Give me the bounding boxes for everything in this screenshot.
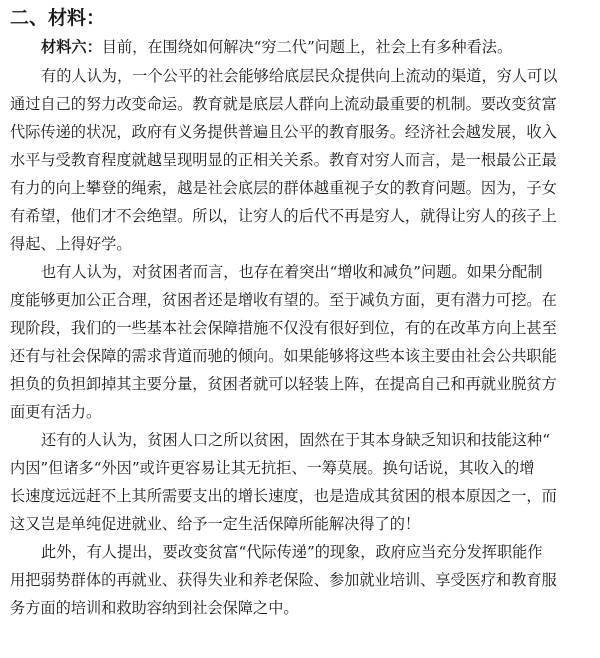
paragraph-line: 现阶段，我们的一些基本社会保障措施不仅没有很好到位，有的在改革方向上甚至 bbox=[10, 319, 557, 337]
paragraph-line: 还有的人认为，贫困人口之所以贫困，固然在于其本身缺乏知识和技能这种“ bbox=[41, 431, 550, 449]
paragraph-line: 通过自己的努力改变命运。教育就是底层人群向上流动最重要的机制。要改变贫富 bbox=[10, 95, 557, 113]
paragraph-line: 水平与受教育程度就越呈现明显的正相关关系。教育对穷人而言，是一根最公正最 bbox=[10, 151, 557, 169]
paragraph-line: 这又岂是单纯促进就业、给予一定生活保障所能解决得了的！ bbox=[10, 515, 421, 533]
paragraph-line: 用把弱势群体的再就业、获得失业和养老保险、参加就业培训、享受医疗和教育服 bbox=[10, 571, 557, 589]
paragraph-line: 有力的向上攀登的绳索，越是社会底层的群体越重视子女的教育问题。因为，子女 bbox=[10, 179, 557, 197]
paragraph-line: 有希望，他们才不会绝望。所以，让穷人的后代不再是穷人，就得让穷人的孩子上 bbox=[10, 207, 557, 225]
paragraph-line: 担负的负担卸掉其主要分量，贫困者就可以轻装上阵，在提高自己和再就业脱贫方 bbox=[10, 375, 557, 393]
material-title: 材料六： bbox=[41, 38, 102, 56]
paragraph-line: 也有人认为，对贫困者而言，也存在着突出“增收和减负”问题。如果分配制 bbox=[41, 263, 543, 281]
material-intro: 目前，在围绕如何解决“穷二代”问题上，社会上有多种看法。 bbox=[101, 38, 513, 56]
material-line bbox=[41, 37, 512, 57]
paragraph-line: 有的人认为，一个公平的社会能够给底层民众提供向上流动的渠道，穷人可以 bbox=[41, 67, 558, 85]
paragraph-line: 长速度远远赶不上其所需要支出的增长速度，也是造成其贫困的根本原因之一，而 bbox=[10, 487, 557, 505]
section-heading: 二、材料： bbox=[10, 7, 106, 29]
paragraph-line: 还有与社会保障的需求背道而驰的倾向。如果能够将这些本该主要由社会公共职能 bbox=[10, 347, 557, 365]
paragraph-line: 代际传递的状况，政府有义务提供普遍且公平的教育服务。经济社会越发展，收入 bbox=[10, 123, 557, 141]
paragraph-line: 此外，有人提出，要改变贫富“代际传递”的现象，政府应当充分发挥职能作 bbox=[41, 543, 543, 561]
paragraph-line: 务方面的培训和救助容纳到社会保障之中。 bbox=[10, 599, 299, 617]
paragraph-line: 度能够更加公正合理，贫困者还是增收有望的。至于减负方面，更有潜力可挖。在 bbox=[10, 291, 557, 309]
paragraph-line: 面更有活力。 bbox=[10, 403, 102, 421]
paragraph-line: 得起、上得好学。 bbox=[10, 235, 132, 253]
paragraph-line: 内因”但诸多“外因”或许更容易让其无抗拒、一筹莫展。换句话说，其收入的增 bbox=[10, 459, 535, 477]
